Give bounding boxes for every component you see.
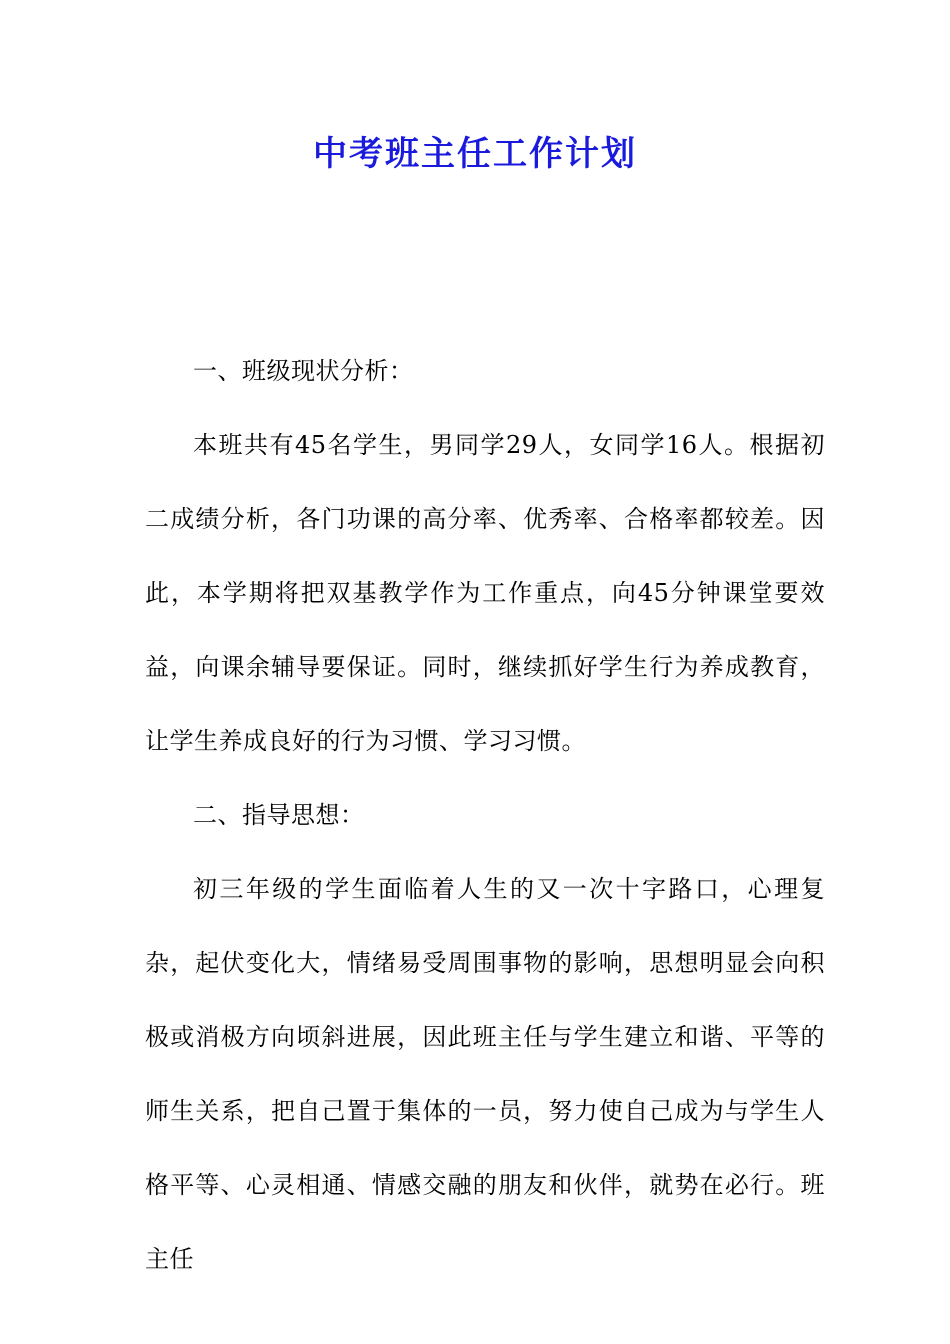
paragraph-guiding-ideology: 初三年级的学生面临着人生的又一次十字路口，心理复杂，起伏变化大，情绪易受周围事物的影响，思想明显会向积极或消极方向顷斜进展，因此班主任与学生建立和谐、平等的师生关系，把自己置于集体的一员，努力使自己成为与学生人格平等、心灵相通、情感交融的朋友和伙伴，就势在必行。班主任	[145, 875, 825, 1273]
section-heading-class-analysis: 一、班级现状分析：	[193, 357, 414, 385]
paragraph-class-analysis: 本班共有45名学生，男同学29人，女同学16人。根据初二成绩分析，各门功课的高分率、优秀率、合格率都较差。因此，本学期将把双基教学作为工作重点，向45分钟课堂要效益，向课余辅导要保证。同时，继续抓好学生行为养成教育，让学生养成良好的行为习惯、学习习惯。	[145, 431, 825, 755]
section-heading-guiding-ideology: 二、指导思想：	[193, 801, 365, 829]
document-title: 中考班主任工作计划	[313, 134, 637, 174]
document-body	[145, 334, 825, 1296]
